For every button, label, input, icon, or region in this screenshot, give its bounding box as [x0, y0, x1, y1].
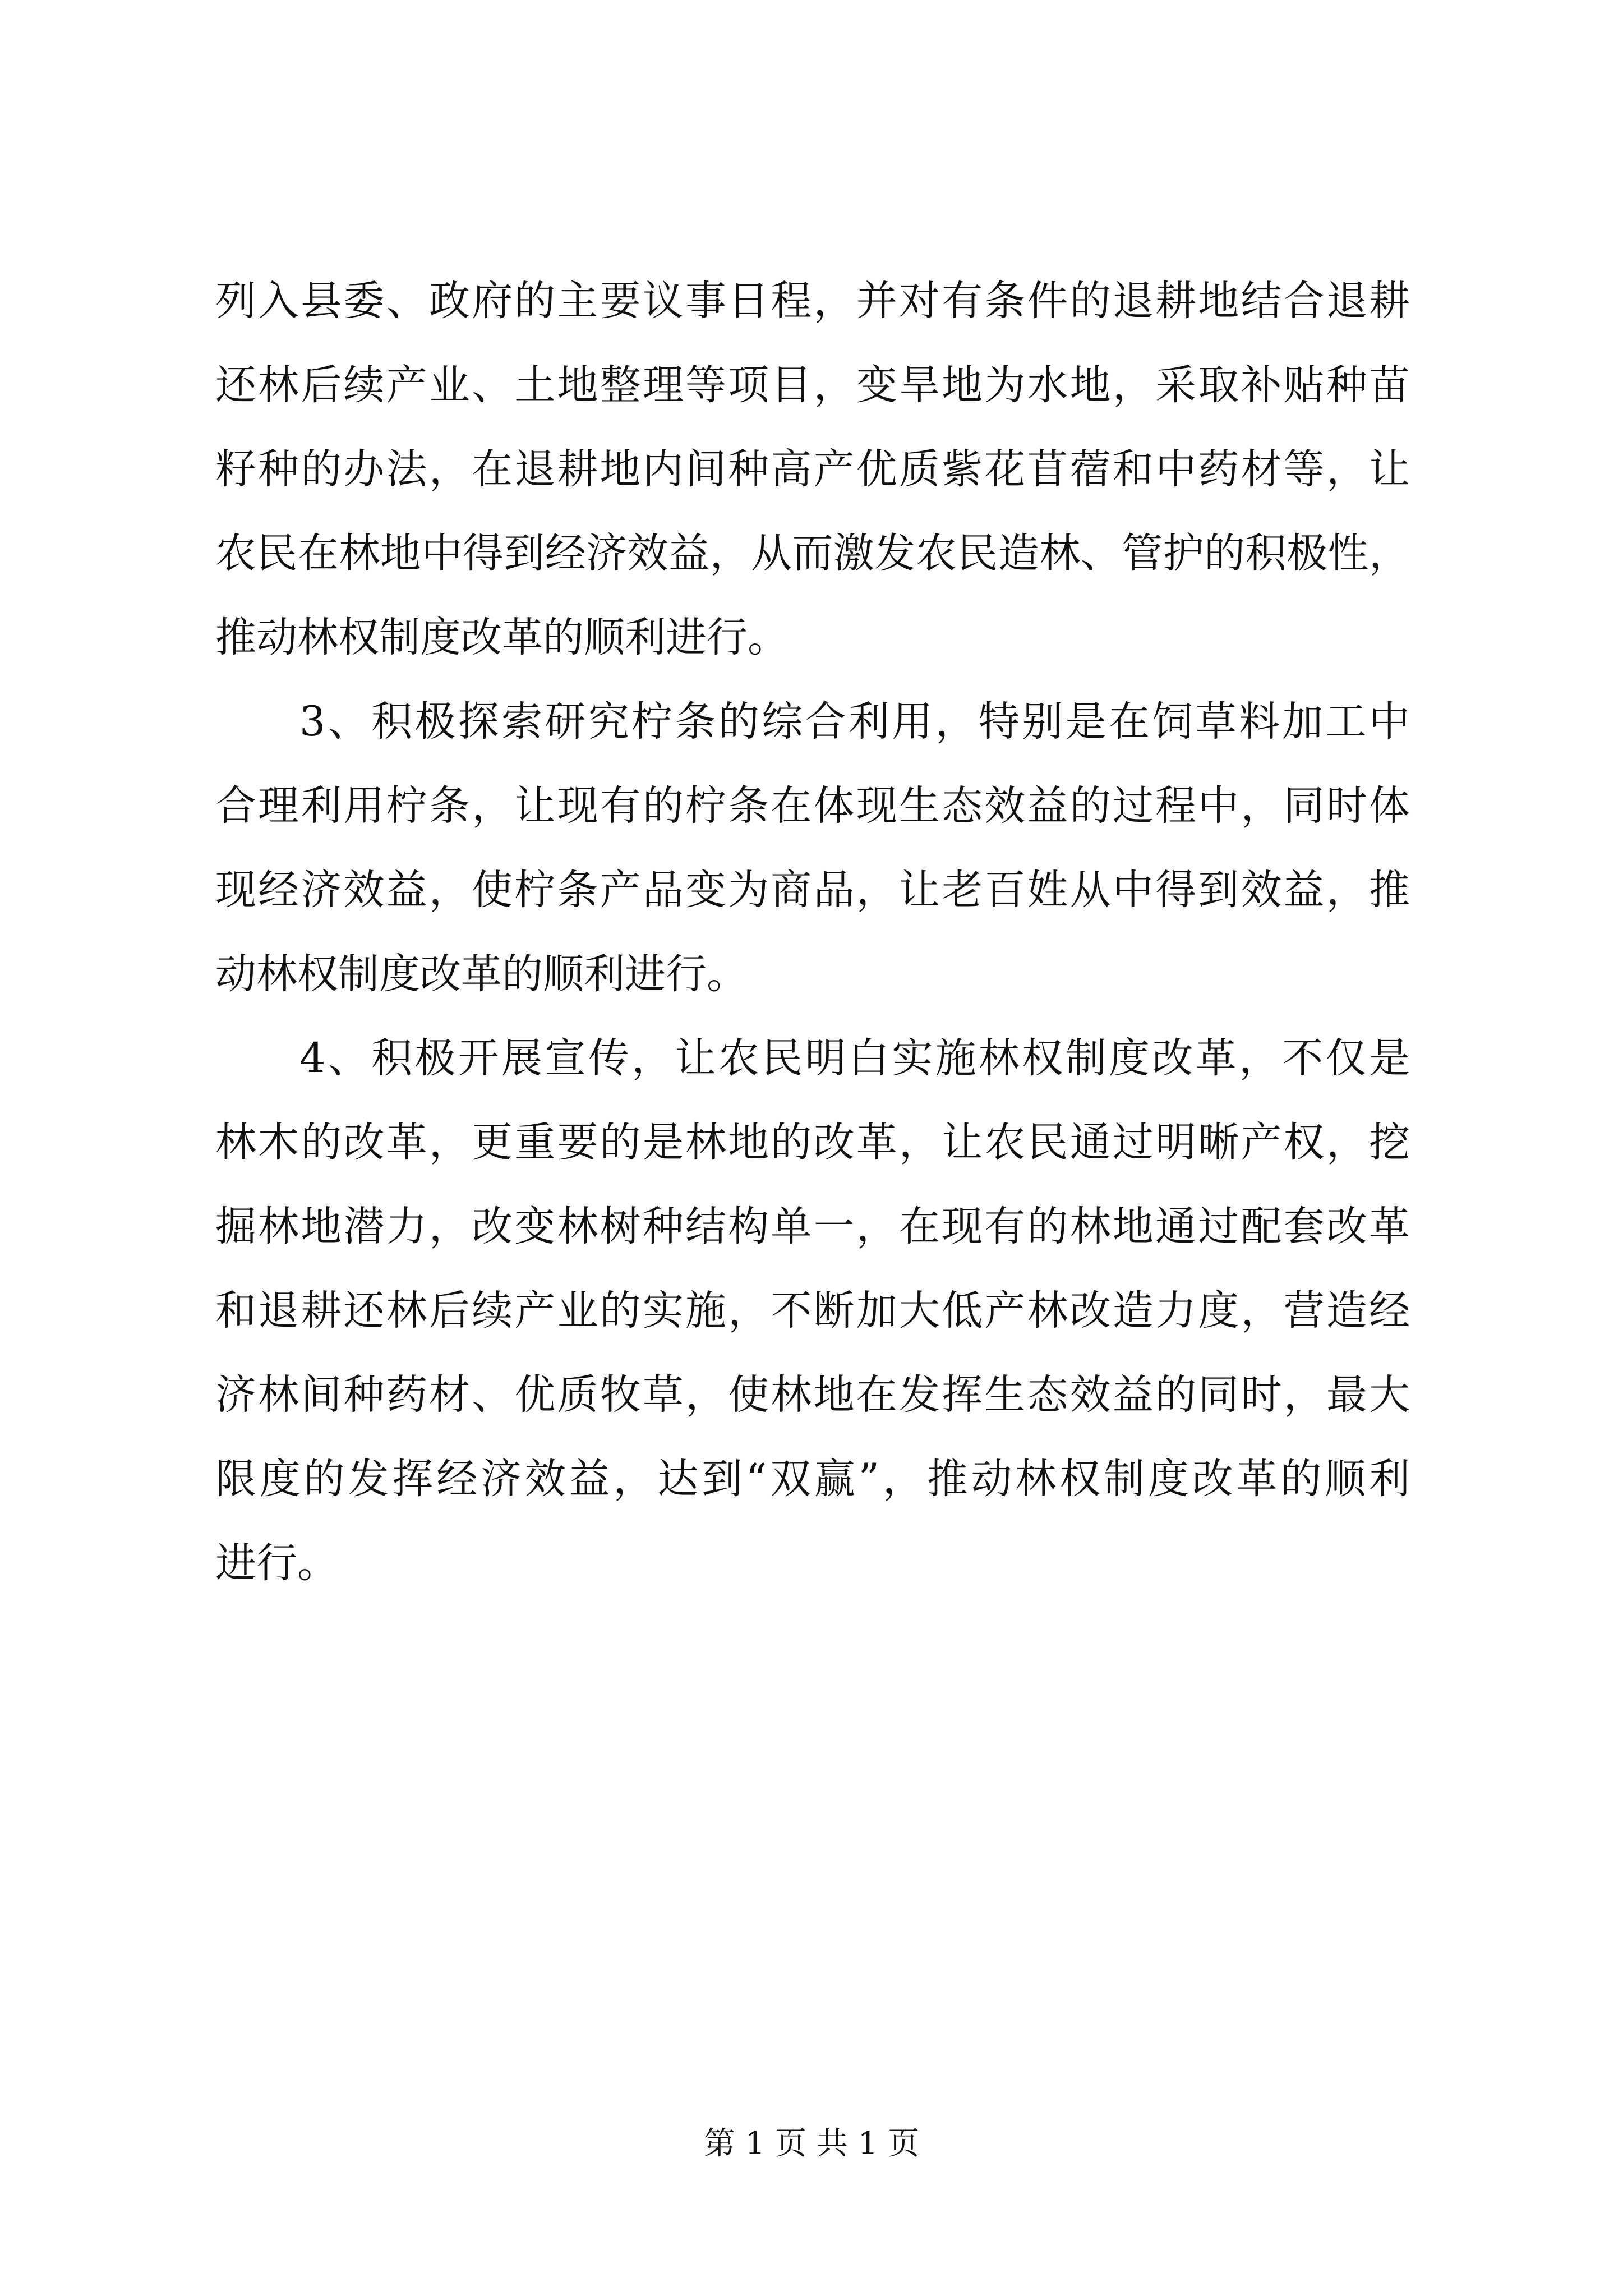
text-line: 籽种的办法，在退耕地内间种高产优质紫花苜蓿和中药材等，让: [215, 445, 1410, 493]
text-line: 列入县委、政府的主要议事日程，并对有条件的退耕地结合退耕: [215, 277, 1410, 325]
text-line: 济林间种药材、优质牧草，使林地在发挥生态效益的同时，最大: [215, 1371, 1410, 1419]
text-line: 限度的发挥经济效益，达到“双赢”，推动林权制度改革的顺利: [215, 1455, 1410, 1503]
page-footer: [0, 2122, 1623, 2166]
text-line: 动林权制度改革的顺利进行。: [215, 950, 748, 998]
paragraph-2: [215, 680, 1410, 1016]
text-line: 3、积极探索研究柠条的综合利用，特别是在饲草料加工中: [299, 698, 1410, 746]
page-number-label: 第 1 页 共 1 页: [703, 2125, 920, 2162]
text-line: 4、积极开展宣传，让农民明白实施林权制度改革，不仅是: [299, 1034, 1410, 1082]
text-line: 现经济效益，使柠条产品变为商品，让老百姓从中得到效益，推: [215, 866, 1410, 914]
paragraph-3: [215, 1016, 1410, 1605]
text-line: 农民在林地中得到经济效益，从而激发农民造林、管护的积极性，: [215, 530, 1410, 577]
text-line: 林木的改革，更重要的是林地的改革，让农民通过明晰产权，挖: [215, 1119, 1410, 1166]
text-line: 还林后续产业、土地整理等项目，变旱地为水地，采取补贴种苗: [215, 361, 1410, 409]
text-line: 推动林权制度改革的顺利进行。: [215, 614, 789, 661]
document-body: [215, 259, 1410, 1605]
text-line: 合理利用柠条，让现有的柠条在体现生态效益的过程中，同时体: [215, 782, 1410, 830]
text-line: 和退耕还林后续产业的实施，不断加大低产林改造力度，营造经: [215, 1287, 1410, 1335]
text-line: 掘林地潜力，改变林树种结构单一，在现有的林地通过配套改革: [215, 1203, 1410, 1250]
paragraph-1: [215, 259, 1410, 680]
text-line: 进行。: [215, 1539, 338, 1587]
